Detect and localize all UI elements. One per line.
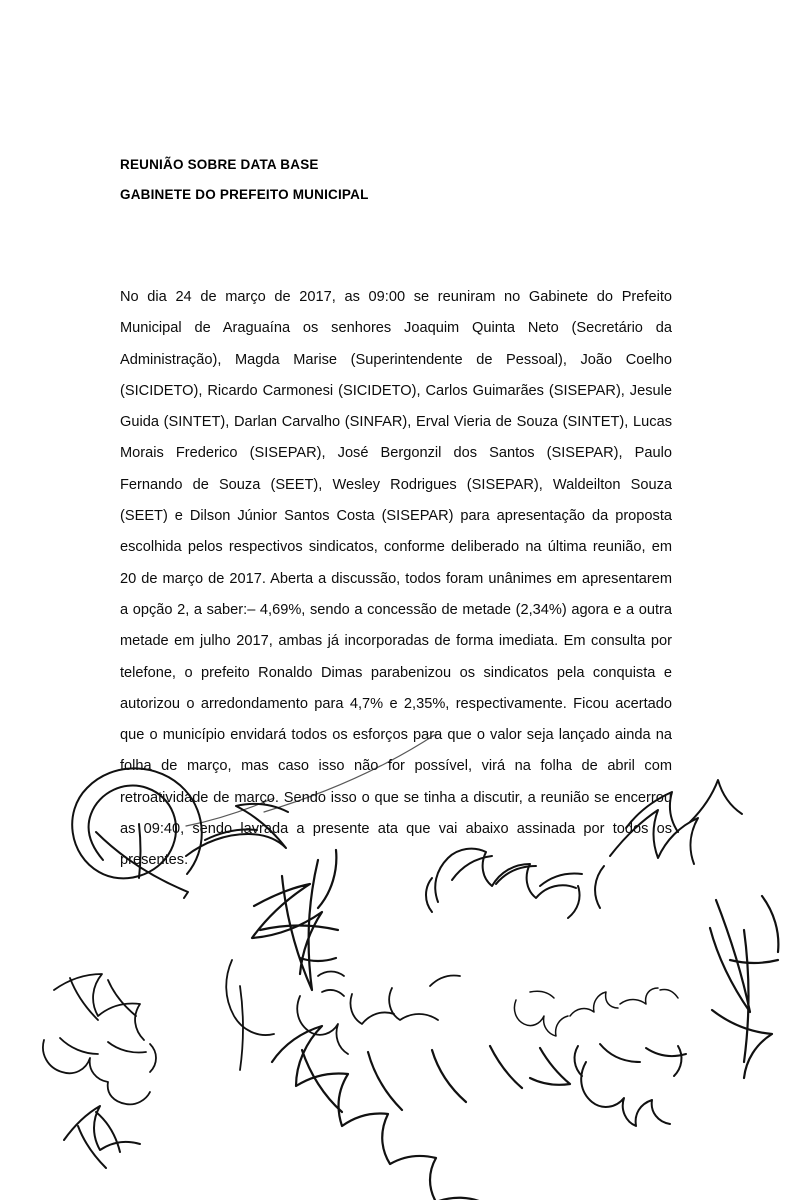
document-paragraph: No dia 24 de março de 2017, as 09:00 se reuniram no Gabinete do Prefeito Municipal de Araguaína os senhores Joaquim Quinta Neto (Secretário da Administração), Magda Marise (Superintendente de Pessoal), João Coelho (SICIDETO), Ricardo Carmonesi (SICIDETO), Carlos Guimarães (SISEPAR), Jesule Guida (SINTET), Darlan Carvalho (SINFAR), Erval Vieria de Souza (SINTET), Lucas Morais Frederico (SISEPAR), José Bergonzil dos Santos (SISEPAR), Paulo Fernando de Souza (SEET), Wesley Rodrigues (SISEPAR), Waldeilton Souza (SEET) e Dilson Júnior Santos Costa (SISEPAR) para apresentação da proposta escolhida pelos respectivos sindicatos, conforme deliberado na última reunião, em 20 de março de 2017. Aberta a discussão, todos foram unânimes em apresentarem a opção 2, a saber:– 4,69%, sendo a concessão de metade (2,34%) agora e a outra metade em julho 2017, ambas já incorporadas de forma imediata. Em consulta por telefone, o prefeito Ronaldo Dimas parabenizou os sindicatos pela conquista e autorizou o arredondamento para 4,7% e 2,35%, respectivamente. Ficou acertado que o município envidará todos os esforços para que o valor seja lançado ainda na folha de março, mas caso isso não for possível, virá na folha de abril com retroatividade de março. Sendo isso o que se tinha a discutir, a reunião se encerrou as 09:40, sendo lavrada a presente ata que vai abaixo assinada por todos os presentes. <box>120 289 672 869</box>
signature-lucas-morais-frederico <box>514 988 678 1036</box>
document-heading <box>120 150 672 210</box>
signature-wesley <box>43 974 156 1104</box>
signature-jesule-guida <box>272 1026 570 1200</box>
signature-darlan-carvalho <box>226 960 460 1070</box>
signature-fernando <box>575 1044 686 1126</box>
signature-bottom-mark <box>64 1106 140 1168</box>
signature-dilson-junior <box>710 896 778 1078</box>
heading-line-2: GABINETE DO PREFEITO MUNICIPAL <box>120 187 369 202</box>
document-content <box>120 150 672 891</box>
heading-line-1: REUNIÃO SOBRE DATA BASE <box>120 157 319 172</box>
